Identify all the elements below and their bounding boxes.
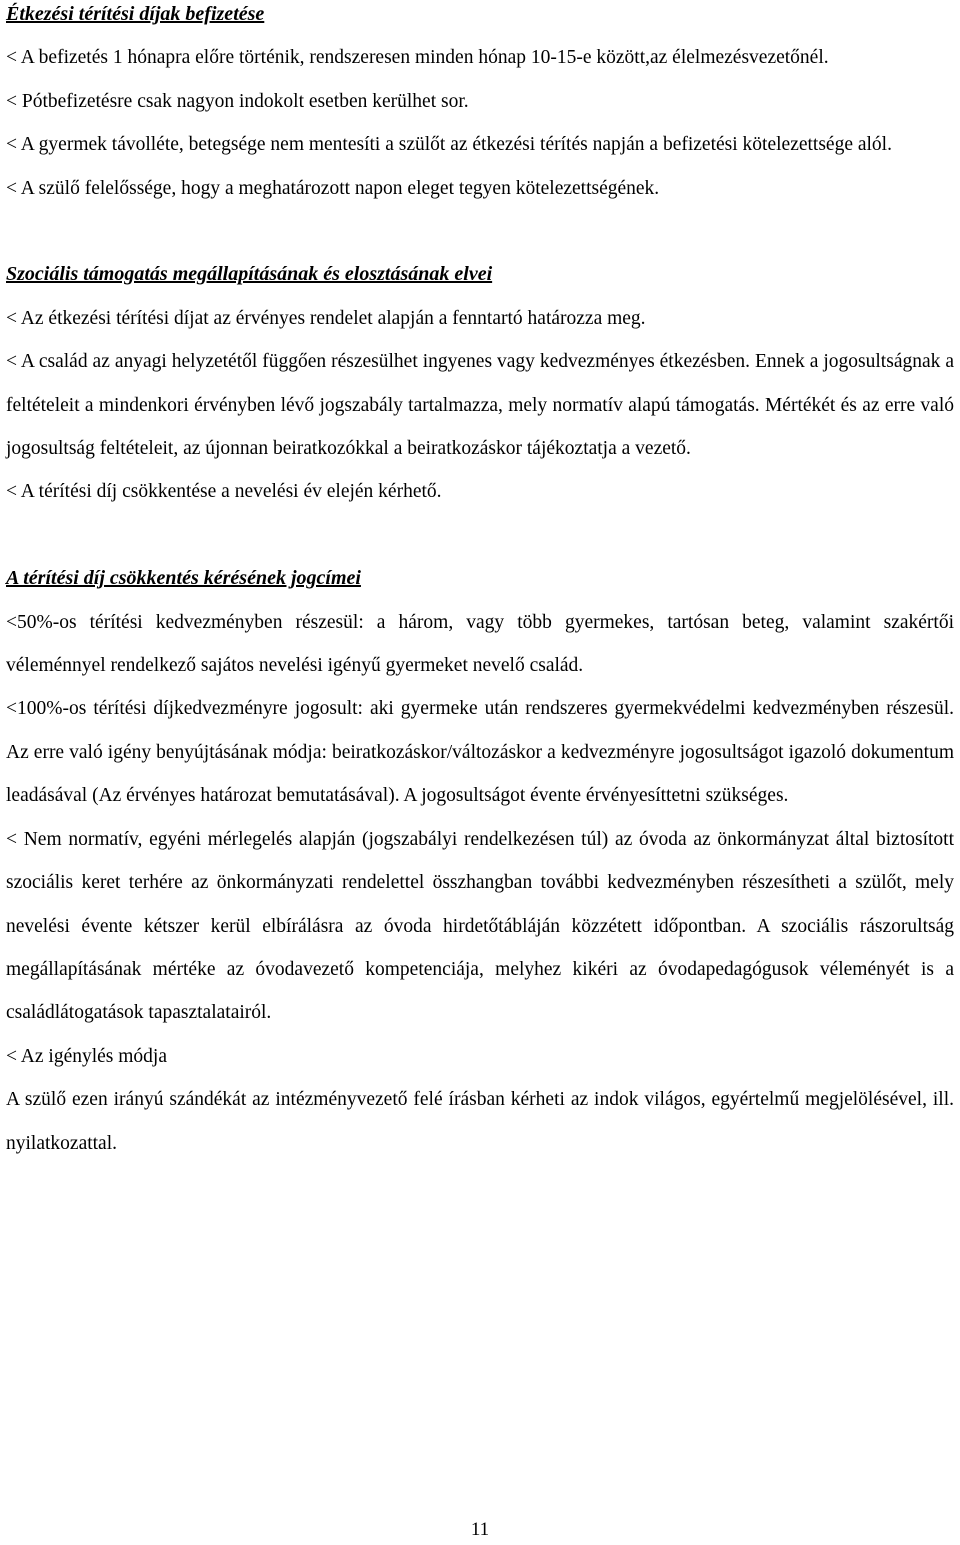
section-spacer [6, 210, 954, 253]
paragraph-payment-schedule: < A befizetés 1 hónapra előre történik, rendszeresen minden hónap 10-15-e között,az élelmezésvezetőnél. [6, 47, 829, 69]
paragraph-fee-decision: < Az étkezési térítési díjat az érvényes rendelet alapján a fenntartó határozza meg. [6, 307, 646, 329]
section-spacer [6, 514, 954, 557]
paragraph-parent-responsibility: < A szülő felelőssége, hogy a meghatározott napon eleget tegyen kötelezettségének. [6, 177, 660, 199]
paragraph-hundred-percent-discount: <100%-os térítési díjkedvezményre jogosult: aki gyermeke után rendszeres gyermekvédelmi kedvezményben részesül. Az erre való igény benyújtásának módja: beiratkozáskor/változáskor a kedvezményre jogosultságot igazoló dokumentum leadásával (Az érvényes határozat bemutatásával). A jogosultságot évente érvényesíttetni szükséges. [6, 698, 954, 807]
paragraph-absence-rule: < A gyermek távolléte, betegsége nem mentesíti a szülőt az étkezési térítés napján a befizetési kötelezettsége alól. [6, 134, 892, 156]
paragraph-application-method-label: < Az igénylés módja [6, 1045, 168, 1067]
paragraph-fifty-percent-discount: <50%-os térítési kedvezményben részesül: a három, vagy több gyermekes, tartósan beteg, valamint szakértői véleménnyel rendelkező sajátos nevelési igényű gyermeket nevelő család. [6, 611, 954, 677]
paragraph-fee-reduction-timing: < A térítési díj csökkentése a nevelési év elején kérhető. [6, 481, 442, 503]
section-heading-payment: Étkezési térítési díjak befizetése [6, 3, 265, 25]
paragraph-supplementary-payment: < Pótbefizetésre csak nagyon indokolt esetben kerülhet sor. [6, 90, 469, 112]
paragraph-non-normative-discount: < Nem normatív, egyéni mérlegelés alapján (jogszabályi rendelkezésen túl) az óvoda az önkormányzat által biztosított szociális keret terhére az önkormányzati rendelettel összhangban további kedvezményben részesítheti a szülőt, mely nevelési évente kétszer kerül elbírálásra az óvoda hirdetőtábláján közzétett időpontban. A szociális rászorultság megállapításának mértéke az óvodavezető kompetenciája, melyhez kikéri az óvodapedagógusok véleményét is a családlátogatások tapasztalatairól. [6, 828, 954, 1024]
paragraph-family-eligibility: < A család az anyagi helyzetétől függően részesülhet ingyenes vagy kedvezményes étkezésben. Ennek a jogosultságnak a feltételeit a mindenkori érvényben lévő jogszabály tartalmazza, mely normatív alapú támogatás. Mértékét és az erre való jogosultság feltételeit, az újonnan beiratkozókkal a beiratkozáskor tájékoztatja a vezető. [6, 351, 954, 460]
document-page [6, 0, 954, 1165]
section-heading-reduction-grounds: A térítési díj csökkentés kérésének jogcímei [6, 567, 361, 590]
paragraph-application-method: A szülő ezen irányú szándékát az intézményvezető felé írásban kérheti az indok világos, egyértelmű megjelölésével, ill. nyilatkozattal. [6, 1089, 954, 1154]
section-heading-social-support: Szociális támogatás megállapításának és elosztásának elvei [6, 263, 493, 286]
page-number: 11 [470, 1519, 490, 1540]
